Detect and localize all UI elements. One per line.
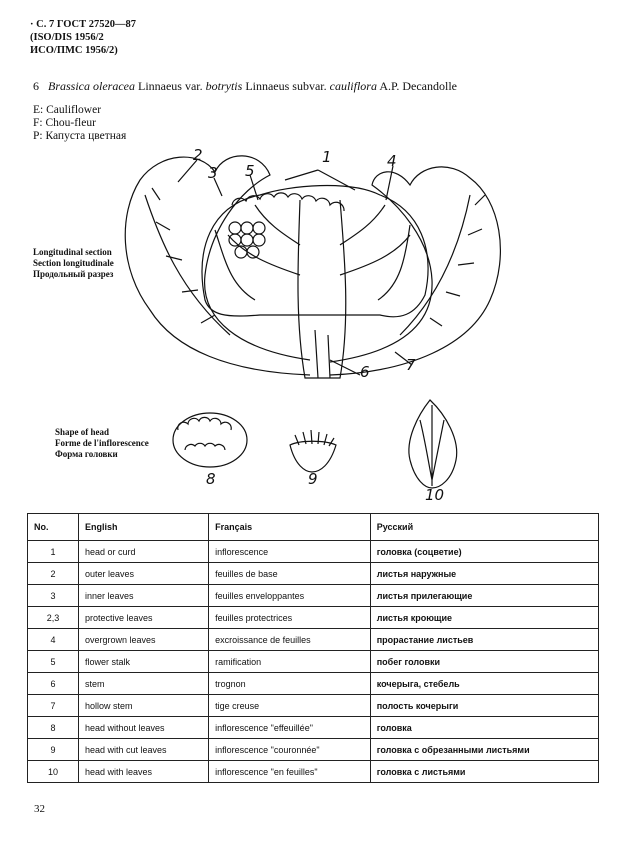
section-caption-en: Longitudinal section: [33, 247, 112, 257]
cell-english: stem: [79, 673, 209, 695]
label-1: 1: [322, 148, 332, 166]
table-header-row: [28, 514, 599, 541]
label-7: 7: [406, 356, 416, 374]
cell-number: 7: [28, 695, 79, 717]
figure-10-head-with-leaves: [409, 400, 457, 488]
cell-french: inflorescence "couronnée": [209, 739, 371, 761]
curd-outline: [202, 186, 428, 317]
section-caption-fr: Section longitudinale: [33, 258, 114, 268]
label-4: 4: [387, 152, 397, 170]
figure-8-head-without-leaves: [173, 413, 247, 467]
cell-russian: побег головки: [370, 651, 598, 673]
cell-english: head with leaves: [79, 761, 209, 783]
cauliflower-illustration: [0, 140, 626, 510]
cell-french: inflorescence "effeuillée": [209, 717, 371, 739]
label-3: 3: [208, 164, 218, 182]
cell-english: inner leaves: [79, 585, 209, 607]
cell-french: feuilles protectrices: [209, 607, 371, 629]
cell-russian: листья прилегающие: [370, 585, 598, 607]
table-row: [28, 717, 599, 739]
species-subvariety: cauliflora: [329, 79, 377, 93]
table-row: [28, 563, 599, 585]
shape-caption-en: Shape of head: [55, 427, 110, 437]
table-row: [28, 695, 599, 717]
cell-english: flower stalk: [79, 651, 209, 673]
species-author3: A.P. Decandolle: [379, 79, 457, 93]
cell-russian: головка с листьями: [370, 761, 598, 783]
name-english: E: Cauliflower: [33, 104, 102, 116]
cell-english: hollow stem: [79, 695, 209, 717]
species-author1: Linnaeus var.: [137, 79, 203, 93]
col-number: No.: [28, 514, 79, 541]
cell-number: 2: [28, 563, 79, 585]
cell-russian: головка: [370, 717, 598, 739]
cell-number: 9: [28, 739, 79, 761]
name-russian: P: Капуста цветная: [33, 130, 127, 142]
terms-table: [27, 513, 599, 783]
species-author2: Linnaeus subvar.: [245, 79, 327, 93]
label-9: 9: [308, 470, 318, 488]
table-row: [28, 739, 599, 761]
cell-french: inflorescence: [209, 541, 371, 563]
cell-french: inflorescence "en feuilles": [209, 761, 371, 783]
cell-number: 10: [28, 761, 79, 783]
name-french: F: Chou-fleur: [33, 117, 96, 129]
label-2: 2: [193, 146, 203, 164]
iso-code: (ISO/DIS 1956/2: [30, 32, 104, 43]
standard-code: · С. 7 ГОСТ 27520—87: [30, 19, 137, 30]
outer-leaf-right: [330, 167, 500, 375]
cell-russian: кочерыга, стебель: [370, 673, 598, 695]
label-10: 10: [425, 486, 445, 504]
label-8: 8: [206, 470, 216, 488]
cell-french: ramification: [209, 651, 371, 673]
cell-russian: листья кроющие: [370, 607, 598, 629]
cell-english: head with cut leaves: [79, 739, 209, 761]
page-number: 32: [34, 803, 45, 815]
iso-pms-code: ИСО/ПМС 1956/2): [30, 45, 118, 56]
label-6: 6: [360, 363, 370, 381]
table-row: [28, 585, 599, 607]
col-french: Français: [209, 514, 371, 541]
cell-number: 3: [28, 585, 79, 607]
col-english: English: [79, 514, 209, 541]
cell-english: head or curd: [79, 541, 209, 563]
cell-number: 5: [28, 651, 79, 673]
table-row: [28, 761, 599, 783]
col-russian: Русский: [370, 514, 598, 541]
cell-french: tige creuse: [209, 695, 371, 717]
cell-english: protective leaves: [79, 607, 209, 629]
cell-number: 1: [28, 541, 79, 563]
species-number: 6: [33, 79, 39, 93]
cell-russian: полость кочерыги: [370, 695, 598, 717]
shape-caption-ru: Форма головки: [55, 449, 118, 459]
floret-cluster: [229, 222, 265, 258]
document-header: [30, 18, 136, 57]
table-row: [28, 541, 599, 563]
common-names: [33, 104, 126, 143]
species-genus: Brassica oleracea: [48, 79, 135, 93]
cell-number: 6: [28, 673, 79, 695]
cell-english: head without leaves: [79, 717, 209, 739]
cell-english: outer leaves: [79, 563, 209, 585]
cell-number: 2,3: [28, 607, 79, 629]
cell-russian: головка (соцветие): [370, 541, 598, 563]
table-row: [28, 607, 599, 629]
cell-french: excroissance de feuilles: [209, 629, 371, 651]
section-caption-ru: Продольный разрез: [33, 269, 114, 279]
table-row: [28, 629, 599, 651]
cell-russian: листья наружные: [370, 563, 598, 585]
cell-french: feuilles de base: [209, 563, 371, 585]
cell-french: trognon: [209, 673, 371, 695]
table-row: [28, 651, 599, 673]
shape-caption-fr: Forme de l'inflorescence: [55, 438, 149, 448]
cell-russian: прорастание листьев: [370, 629, 598, 651]
figure-9-head-with-cut-leaves: [290, 430, 336, 472]
table-row: [28, 673, 599, 695]
species-title: [33, 79, 457, 94]
species-variety: botrytis: [205, 79, 243, 93]
cell-russian: головка с обрезанными листьями: [370, 739, 598, 761]
label-5: 5: [245, 162, 255, 180]
cell-french: feuilles enveloppantes: [209, 585, 371, 607]
cell-number: 8: [28, 717, 79, 739]
cell-number: 4: [28, 629, 79, 651]
stem: [298, 200, 346, 378]
cell-english: overgrown leaves: [79, 629, 209, 651]
